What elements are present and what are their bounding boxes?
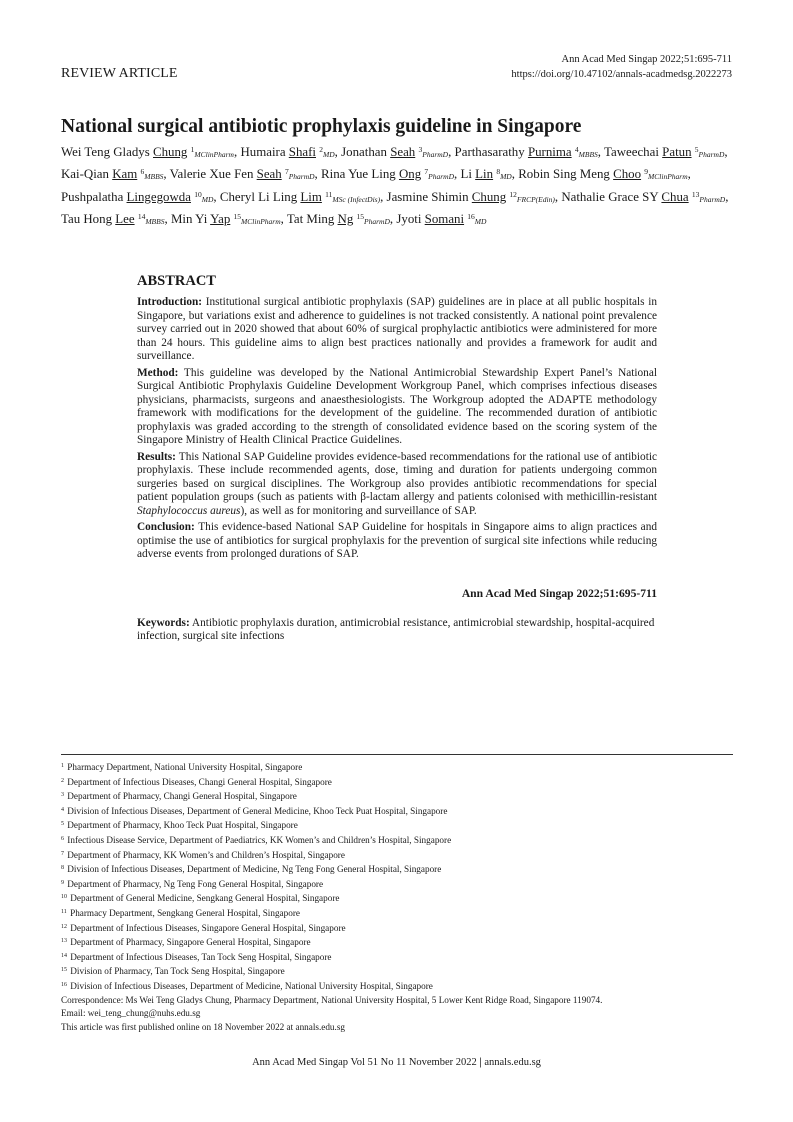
published-note: This article was first published online on 18 November 2022 at annals.edu.sg [61, 1021, 345, 1032]
author-separator: , [454, 167, 458, 182]
method-label: Method: [137, 366, 179, 379]
affiliation-number: 3 [61, 792, 64, 799]
method-text: This guideline was developed by the National Antimicrobial Stewardship Expert Panel’s National Surgical Antibiotic Prophylaxis Guideline Development Workgroup Panel, which comprises infectious diseases physicians, pharmacists, surgeons and anaesthesiologists. The Workgroup adopted the ADAPTE methodology framework with modifications for the development of the guideline. The recommended duration of antibiotic prophylaxis was graded according to the strength of consolidated evidence based on the scoring system of the Singapore Ministry of Health Clinical Practice Guidelines. [137, 366, 657, 446]
results-italic-text: Staphylococcus aureus [137, 504, 241, 517]
author-separator: , [380, 189, 384, 204]
author [561, 190, 728, 204]
affiliation-text: Division of Pharmacy, Tan Tock Seng Hospital, Singapore [70, 966, 285, 977]
affiliation-item [61, 760, 741, 775]
affiliation-item [61, 877, 741, 892]
keywords-label: Keywords: [137, 616, 190, 629]
email[interactable]: Email: wei_teng_chung@nuhs.edu.sg [61, 1008, 201, 1019]
author-given-name: Robin Sing Meng [518, 167, 610, 182]
author-degree: PharmD [288, 172, 315, 182]
footer-separator: | [479, 1057, 482, 1068]
author [220, 190, 383, 204]
author-given-name: Pushpalatha [61, 189, 124, 204]
affiliation-number: 12 [61, 923, 67, 930]
affiliation-number: 7 [61, 850, 64, 857]
author-affiliation-number: 14 [137, 212, 146, 222]
author-given-name: Tau Hong [61, 212, 113, 227]
author-separator: , [687, 167, 691, 182]
author-given-name: Valerie Xue Fen [169, 167, 254, 182]
affiliation-number: 1 [61, 763, 64, 769]
affiliation-text: Department of Infectious Diseases, Tan Tock Seng Hospital, Singapore [70, 951, 332, 962]
affiliation-text: Pharmacy Department, Sengkang General Hospital, Singapore [70, 907, 300, 918]
affiliation-number: 5 [61, 821, 64, 828]
author-given-name: Tat Ming [286, 212, 335, 227]
author-degree: MD [474, 217, 487, 227]
author [518, 167, 691, 181]
author [61, 190, 217, 204]
conclusion-text: This evidence-based National SAP Guideline for hospitals in Singapore aims to align practices and optimise the use of antibiotics for surgical prophylaxis for the prevention of surgical site infections while reducing adverse events from prolonged durations of SAP. [137, 521, 657, 560]
affiliation-item [61, 964, 741, 979]
author-affiliation-number: 6 [140, 167, 145, 177]
author [396, 212, 486, 226]
author-separator: , [511, 167, 515, 182]
affiliation-number: 14 [61, 952, 67, 959]
author-given-name: Min Yi [170, 212, 208, 227]
author-separator: , [448, 145, 452, 159]
author-surname: Seah [256, 167, 282, 182]
author-degree: MBBS [144, 172, 164, 182]
results-label: Results: [137, 450, 176, 463]
author-degree: MClinPharm [648, 172, 688, 182]
author-affiliation-number: 2 [319, 145, 323, 154]
author-given-name: Li [460, 167, 472, 182]
affiliation-number: 4 [61, 806, 64, 813]
author-surname: Shafi [288, 145, 316, 159]
affiliation-text: Division of Infectious Diseases, Department of General Medicine, Khoo Teck Puat Hospital, Singapore [67, 805, 448, 816]
author-affiliation-number: 11 [325, 189, 333, 199]
author-affiliation-number: 15 [233, 212, 242, 222]
author-separator: , [314, 167, 318, 182]
author-affiliation-number: 7 [284, 167, 289, 177]
author-given-name: Kai-Qian [61, 167, 109, 182]
results-text-end: ), as well as for monitoring and surveillance of SAP. [240, 504, 477, 517]
affiliation-text: Department of Pharmacy, Singapore General Hospital, Singapore [70, 937, 311, 948]
affiliation-item [61, 935, 741, 950]
author-affiliation-number: 7 [424, 167, 429, 177]
introduction-label: Introduction: [137, 296, 203, 308]
author-affiliation-number: 5 [694, 145, 699, 154]
author-degree: MClinPharm [194, 150, 234, 159]
author-surname: Yap [210, 212, 231, 227]
author-given-name: Jasmine Shimin [386, 189, 469, 204]
affiliation-text: Department of Infectious Diseases, Changi General Hospital, Singapore [67, 776, 332, 787]
keywords [137, 617, 657, 644]
affiliations [61, 760, 741, 1034]
affiliation-item [61, 804, 741, 819]
author-affiliation-number: 3 [418, 145, 423, 154]
article-title: National surgical antibiotic prophylaxis guideline in Singapore [61, 116, 582, 137]
affiliation-text: Department of Pharmacy, Khoo Teck Puat Hospital, Singapore [67, 820, 298, 831]
author-separator: , [597, 145, 602, 159]
author [61, 167, 167, 181]
author-degree: PharmD [422, 150, 449, 159]
affiliation-item [61, 775, 741, 790]
author-separator: , [213, 189, 217, 204]
author [321, 167, 457, 181]
affiliation-number: 9 [61, 879, 64, 886]
author-degree: MD [322, 150, 335, 159]
author-given-name: Jyoti [396, 212, 422, 227]
affiliation-number: 6 [61, 835, 64, 842]
author-degree: MD [500, 172, 512, 182]
affiliation-number: 10 [61, 894, 67, 901]
author-separator: , [724, 145, 728, 159]
author-surname: Ng [337, 212, 354, 227]
affiliation-item [61, 979, 741, 994]
results-text: This National SAP Guideline provides evidence-based recommendations for the rational use of antibiotic prophylaxis. These include recommended agents, dose, timing and duration for patients undergoing common surgeries based on surgical disciplines. The Workgroup also provides antibiotic recommendations for special patient population groups (such as patients with β-lactam allergy and patients colonised with methicillin-resistant [137, 450, 657, 503]
author-surname: Chua [661, 189, 689, 204]
affiliation-number: 16 [61, 981, 67, 988]
author [61, 145, 237, 159]
author-separator: , [280, 212, 284, 227]
affiliation-text: Department of General Medicine, Sengkang General Hospital, Singapore [70, 893, 340, 904]
abstract-introduction [137, 296, 657, 364]
author-surname: Somani [424, 212, 465, 227]
affiliation-item [61, 891, 741, 906]
author-affiliation-number: 8 [496, 167, 501, 177]
author-surname: Patun [662, 145, 692, 159]
correspondence: Correspondence: Ms Wei Teng Gladys Chung, Pharmacy Department, National University Hospital, 5 Lower Kent Ridge Road, Singapore 119074. [61, 994, 603, 1005]
author [604, 145, 728, 159]
author-degree: PharmD [364, 217, 390, 227]
journal-reference [511, 52, 732, 82]
author-affiliation-number: 15 [356, 212, 365, 222]
author-degree: MD [201, 194, 214, 204]
author-affiliation-number: 9 [644, 167, 649, 177]
author [387, 190, 559, 204]
author-separator: , [233, 145, 238, 159]
author-surname: Purnima [527, 145, 572, 159]
author-affiliation-number: 10 [194, 189, 202, 199]
author [460, 167, 515, 181]
section-label: REVIEW ARTICLE [61, 66, 178, 81]
affiliation-item [61, 906, 741, 921]
author [171, 212, 284, 226]
author-degree: MBBS [145, 217, 165, 227]
abstract-conclusion [137, 521, 657, 562]
abstract-citation: Ann Acad Med Singap 2022;51:695-711 [461, 586, 657, 600]
author [240, 145, 337, 159]
author-surname: Chung [153, 145, 188, 159]
affiliation-text: Department of Pharmacy, Ng Teng Fong General Hospital, Singapore [67, 878, 324, 889]
author-surname: Choo [613, 167, 642, 182]
abstract-heading: ABSTRACT [137, 273, 216, 289]
affiliation-number: 15 [61, 967, 67, 974]
journal-citation: Ann Acad Med Singap 2022;51:695-711 [561, 54, 732, 65]
affiliation-number: 13 [61, 938, 67, 945]
author-separator: , [334, 145, 338, 159]
author-surname: Lee [115, 212, 135, 227]
author-separator: , [163, 167, 167, 182]
author-given-name: Nathalie Grace SY [561, 189, 659, 204]
author-degree: FRCP(Edin) [516, 194, 555, 204]
author-separator: , [389, 212, 394, 227]
author-separator: , [554, 189, 559, 204]
affiliation-number: 8 [61, 865, 64, 872]
affiliation-text: Division of Infectious Diseases, Department of Medicine, National University Hospital, Singapore [70, 980, 433, 991]
author-given-name: Cheryl Li Ling [219, 189, 298, 204]
author-separator: , [164, 212, 168, 227]
author-given-name: Wei Teng Gladys [61, 145, 150, 159]
author-degree: MBBS [578, 150, 598, 159]
author-affiliation-number: 13 [691, 189, 700, 199]
affiliation-number: 11 [61, 908, 67, 915]
author-surname: Lin [475, 167, 494, 182]
affiliation-list [61, 760, 741, 994]
footer-journal-issue: Ann Acad Med Singap Vol 51 No 11 November 2022 [252, 1057, 477, 1068]
affiliation-text: Infectious Disease Service, Department of Paediatrics, KK Women’s and Children’s Hospital, Singapore [67, 834, 452, 845]
author-given-name: Parthasarathy [454, 145, 525, 159]
author-degree: PharmD [698, 150, 725, 159]
author-surname: Seah [390, 145, 416, 159]
author [287, 212, 393, 226]
footnote-divider [61, 754, 733, 755]
conclusion-label: Conclusion: [137, 521, 195, 533]
affiliation-number: 2 [61, 777, 64, 784]
keywords-text: Antibiotic prophylaxis duration, antimicrobial resistance, antimicrobial stewardship, hospital-acquired infection, surgical site infections [137, 616, 655, 642]
abstract [137, 273, 657, 644]
introduction-text: Institutional surgical antibiotic prophylaxis (SAP) guidelines are in place at all public hospitals in Singapore, but variations exist and adherence to guidelines is not tracked consistently. A national point prevalence survey carried out in 2020 showed that about 60% of surgical prophylactic antibiotics were administered for more than 24 hours. This guideline aims to align best practices nationally and provides a framework for audit and surveillance. [137, 296, 657, 362]
affiliation-item [61, 833, 741, 848]
affiliation-text: Department of Pharmacy, KK Women’s and Children’s Hospital, Singapore [67, 849, 345, 860]
author-degree: PharmD [428, 172, 454, 182]
author-surname: Lim [300, 189, 322, 204]
affiliation-item [61, 921, 741, 936]
author [170, 167, 318, 181]
author [61, 212, 168, 226]
author [341, 145, 451, 159]
author-given-name: Rina Yue Ling [321, 167, 396, 182]
doi-link[interactable]: https://doi.org/10.47102/annals-acadmedsg.2022273 [511, 69, 732, 80]
author-surname: Kam [112, 167, 138, 182]
author-affiliation-number: 16 [467, 212, 475, 222]
author-degree: PharmD [699, 194, 726, 204]
author-surname: Chung [471, 189, 507, 204]
author-affiliation-number: 4 [574, 145, 579, 154]
author-given-name: Humaira [240, 145, 286, 159]
author-surname: Lingegowda [126, 189, 191, 204]
author-affiliation-number: 12 [509, 189, 517, 199]
abstract-results [137, 451, 657, 519]
abstract-method [137, 367, 657, 448]
author-given-name: Jonathan [341, 145, 387, 159]
affiliation-item [61, 818, 741, 833]
footer-website[interactable]: annals.edu.sg [484, 1057, 541, 1068]
page-footer [0, 1057, 793, 1068]
author [455, 145, 601, 159]
affiliation-item [61, 950, 741, 965]
affiliation-item [61, 862, 741, 877]
affiliation-text: Department of Pharmacy, Changi General Hospital, Singapore [67, 791, 297, 802]
author-separator: , [725, 189, 729, 204]
author-list [61, 141, 741, 231]
author-affiliation-number: 1 [190, 145, 195, 154]
author-degree: MClinPharm [241, 217, 281, 227]
author-degree: MSc (InfectDis) [332, 194, 381, 204]
affiliation-text: Department of Infectious Diseases, Singapore General Hospital, Singapore [70, 922, 346, 933]
affiliation-text: Pharmacy Department, National University Hospital, Singapore [67, 762, 303, 772]
author-given-name: Taweechai [604, 145, 659, 159]
affiliation-text: Division of Infectious Diseases, Department of Medicine, Ng Teng Fong General Hospital, Singapore [67, 864, 442, 875]
affiliation-item [61, 789, 741, 804]
author-surname: Ong [398, 167, 422, 182]
affiliation-item [61, 848, 741, 863]
